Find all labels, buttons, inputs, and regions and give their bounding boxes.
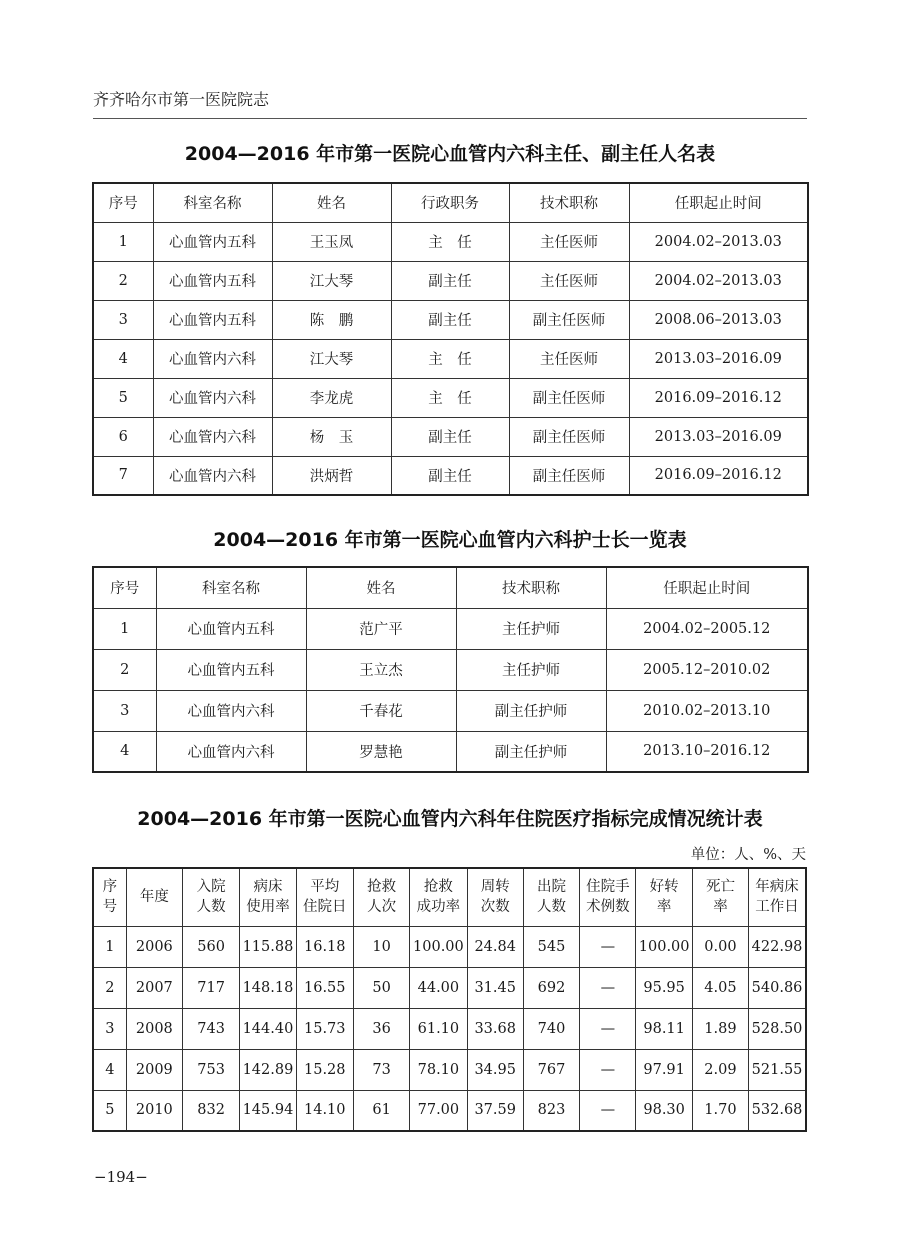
column-header-line: 出院 xyxy=(537,879,567,896)
column-header xyxy=(580,868,636,926)
table-cell: 4.05 xyxy=(692,967,748,1008)
inpatient-stats-table xyxy=(92,867,807,1132)
table-cell: 杨 玉 xyxy=(272,417,391,456)
table-cell: 2 xyxy=(93,649,156,690)
table-cell: 144.40 xyxy=(240,1008,296,1049)
table-cell: 31.45 xyxy=(467,967,523,1008)
table-cell: 2008 xyxy=(126,1008,182,1049)
column-header: 任职起止时间 xyxy=(606,567,808,608)
table-cell: 44.00 xyxy=(410,967,467,1008)
table-cell: 95.95 xyxy=(636,967,692,1008)
table-cell: 江大琴 xyxy=(272,261,391,300)
table-cell: 97.91 xyxy=(636,1049,692,1090)
table-cell: 洪炳哲 xyxy=(272,456,391,495)
table-row xyxy=(93,731,808,772)
table-cell: 1.70 xyxy=(692,1090,748,1131)
column-header-line: 平均 xyxy=(310,879,340,896)
table-cell: 692 xyxy=(523,967,579,1008)
column-header-line: 好转 xyxy=(649,879,679,896)
table-cell: — xyxy=(580,1090,636,1131)
table-cell: 副主任护师 xyxy=(456,731,606,772)
table-cell: 2013.03–2016.09 xyxy=(629,339,808,378)
column-header-line: 人数 xyxy=(196,899,226,916)
column-header-line: 术例数 xyxy=(586,899,630,916)
column-header-line: 使用率 xyxy=(246,899,290,916)
table2-title: 2004—2016 年市第一医院心血管内六科护士长一览表 xyxy=(213,529,687,551)
table-cell: 1 xyxy=(93,926,126,967)
table-cell: 主任护师 xyxy=(456,608,606,649)
table-cell: 心血管内六科 xyxy=(156,731,306,772)
table-cell: 2004.02–2013.03 xyxy=(629,222,808,261)
book-title: 齐齐哈尔市第一医院院志 xyxy=(93,90,270,109)
column-header: 行政职务 xyxy=(391,183,509,222)
table-cell: 14.10 xyxy=(296,1090,353,1131)
column-header-line: 年度 xyxy=(139,889,169,906)
table-cell: 2013.10–2016.12 xyxy=(606,731,808,772)
column-header-line: 病床 xyxy=(253,879,283,896)
table-cell: 422.98 xyxy=(749,926,806,967)
table-row xyxy=(93,1049,806,1090)
column-header xyxy=(240,868,296,926)
table-cell: 2.09 xyxy=(692,1049,748,1090)
table-cell: 副主任医师 xyxy=(509,300,629,339)
table-row xyxy=(93,261,808,300)
table-cell: 532.68 xyxy=(749,1090,806,1131)
table1-title: 2004—2016 年市第一医院心血管内六科主任、副主任人名表 xyxy=(184,143,716,165)
column-header-line: 死亡 xyxy=(705,879,735,896)
table-cell: 115.88 xyxy=(240,926,296,967)
table-cell: 24.84 xyxy=(467,926,523,967)
table-cell: — xyxy=(580,926,636,967)
table-cell: 副主任医师 xyxy=(509,417,629,456)
column-header: 序号 xyxy=(93,567,156,608)
table-cell: 主 任 xyxy=(391,378,509,417)
table-cell: 范广平 xyxy=(306,608,456,649)
table-cell: 心血管内六科 xyxy=(153,378,272,417)
table-cell: 5 xyxy=(93,378,153,417)
table-cell: 16.18 xyxy=(296,926,353,967)
table-cell: 7 xyxy=(93,456,153,495)
column-header: 序号 xyxy=(93,183,153,222)
table-cell: 主任护师 xyxy=(456,649,606,690)
table-cell: 1 xyxy=(93,222,153,261)
table-cell: 心血管内六科 xyxy=(153,339,272,378)
table-cell: 2 xyxy=(93,967,126,1008)
column-header xyxy=(126,868,182,926)
table-cell: 15.28 xyxy=(296,1049,353,1090)
table-cell: 副主任护师 xyxy=(456,690,606,731)
table-cell: 主 任 xyxy=(391,339,509,378)
table-cell: 千春花 xyxy=(306,690,456,731)
column-header-line: 次数 xyxy=(480,899,510,916)
table-row xyxy=(93,1008,806,1049)
directors-table xyxy=(92,182,809,496)
table-cell: 副主任 xyxy=(391,261,509,300)
table-cell: 4 xyxy=(93,731,156,772)
table-cell: 2005.12–2010.02 xyxy=(606,649,808,690)
table-row xyxy=(93,690,808,731)
table-cell: 副主任 xyxy=(391,456,509,495)
table-row xyxy=(93,339,808,378)
column-header xyxy=(353,868,409,926)
table-cell: 0.00 xyxy=(692,926,748,967)
table-cell: 16.55 xyxy=(296,967,353,1008)
column-header xyxy=(296,868,353,926)
table3-title: 2004—2016 年市第一医院心血管内六科年住院医疗指标完成情况统计表 xyxy=(137,808,763,830)
column-header xyxy=(523,868,579,926)
column-header-line: 人次 xyxy=(367,899,397,916)
table-cell: 98.11 xyxy=(636,1008,692,1049)
table-cell: 521.55 xyxy=(749,1049,806,1090)
table-row xyxy=(93,222,808,261)
table-cell: — xyxy=(580,1049,636,1090)
table-cell: 主 任 xyxy=(391,222,509,261)
table-cell: 心血管内五科 xyxy=(156,608,306,649)
table-cell: — xyxy=(580,1008,636,1049)
table-cell: 743 xyxy=(182,1008,239,1049)
column-header-line: 序 xyxy=(102,879,118,896)
table-cell: 王立杰 xyxy=(306,649,456,690)
table-cell: 3 xyxy=(93,690,156,731)
head-nurses-table xyxy=(92,566,809,773)
table-row xyxy=(93,967,806,1008)
table-cell: 2006 xyxy=(126,926,182,967)
column-header: 任职起止时间 xyxy=(629,183,808,222)
column-header-line: 入院 xyxy=(196,879,226,896)
table-cell: 142.89 xyxy=(240,1049,296,1090)
column-header: 技术职称 xyxy=(456,567,606,608)
column-header xyxy=(467,868,523,926)
column-header-line: 率 xyxy=(713,899,728,916)
table-cell: 心血管内五科 xyxy=(156,649,306,690)
table-cell: 3 xyxy=(93,1008,126,1049)
column-header-line: 住院日 xyxy=(303,899,347,916)
table-cell: 主任医师 xyxy=(509,261,629,300)
table-cell: 540.86 xyxy=(749,967,806,1008)
column-header-line: 年病床 xyxy=(755,879,799,896)
table-cell: 王玉凤 xyxy=(272,222,391,261)
table-cell: 2004.02–2005.12 xyxy=(606,608,808,649)
table-row xyxy=(93,1090,806,1131)
table-cell: 心血管内六科 xyxy=(153,456,272,495)
table-cell: 2007 xyxy=(126,967,182,1008)
table-cell: 心血管内五科 xyxy=(153,300,272,339)
table-cell: 主任医师 xyxy=(509,339,629,378)
table-cell: 4 xyxy=(93,1049,126,1090)
table-cell: 560 xyxy=(182,926,239,967)
table-cell: 145.94 xyxy=(240,1090,296,1131)
table-row xyxy=(93,926,806,967)
table-cell: 2008.06–2013.03 xyxy=(629,300,808,339)
column-header-line: 率 xyxy=(656,899,672,916)
table-row xyxy=(93,417,808,456)
table-cell: 100.00 xyxy=(636,926,692,967)
table-cell: 2004.02–2013.03 xyxy=(629,261,808,300)
column-header xyxy=(410,868,467,926)
column-header-line: 抢救 xyxy=(423,879,453,896)
table-cell: 148.18 xyxy=(240,967,296,1008)
table-cell: 罗慧艳 xyxy=(306,731,456,772)
table-cell: 心血管内五科 xyxy=(153,222,272,261)
column-header xyxy=(93,868,126,926)
table-cell: 37.59 xyxy=(467,1090,523,1131)
table-cell: 心血管内六科 xyxy=(156,690,306,731)
table-cell: 10 xyxy=(353,926,409,967)
table-cell: 主任医师 xyxy=(509,222,629,261)
table-cell: 心血管内五科 xyxy=(153,261,272,300)
table-cell: 1 xyxy=(93,608,156,649)
column-header xyxy=(182,868,239,926)
table-cell: 98.30 xyxy=(636,1090,692,1131)
table-cell: — xyxy=(580,967,636,1008)
header-row xyxy=(93,183,808,222)
table-cell: 100.00 xyxy=(410,926,467,967)
column-header-line: 抢救 xyxy=(367,879,397,896)
table-cell: 73 xyxy=(353,1049,409,1090)
table-row xyxy=(93,300,808,339)
table-cell: 副主任 xyxy=(391,300,509,339)
table-cell: 753 xyxy=(182,1049,239,1090)
table-cell: 77.00 xyxy=(410,1090,467,1131)
table-cell: 3 xyxy=(93,300,153,339)
table-cell: 2016.09–2016.12 xyxy=(629,378,808,417)
column-header: 姓名 xyxy=(272,183,391,222)
table-cell: 心血管内六科 xyxy=(153,417,272,456)
header-row xyxy=(93,567,808,608)
column-header: 科室名称 xyxy=(153,183,272,222)
table-cell: 740 xyxy=(523,1008,579,1049)
table-cell: 副主任医师 xyxy=(509,456,629,495)
table-cell: 528.50 xyxy=(749,1008,806,1049)
column-header-line: 人数 xyxy=(537,899,567,916)
page-number: −194− xyxy=(94,1168,148,1186)
table-cell: 15.73 xyxy=(296,1008,353,1049)
column-header-line: 住院手 xyxy=(586,879,630,896)
column-header: 科室名称 xyxy=(156,567,306,608)
table-cell: 1.89 xyxy=(692,1008,748,1049)
unit-note: 单位：人、%、天 xyxy=(690,847,806,863)
table-cell: 李龙虎 xyxy=(272,378,391,417)
table-row xyxy=(93,456,808,495)
column-header-line: 成功率 xyxy=(416,899,461,916)
table-cell: 545 xyxy=(523,926,579,967)
table-cell: 78.10 xyxy=(410,1049,467,1090)
column-header: 技术职称 xyxy=(509,183,629,222)
header-row xyxy=(93,868,806,926)
table-cell: 61 xyxy=(353,1090,409,1131)
table-row xyxy=(93,608,808,649)
table-cell: 36 xyxy=(353,1008,409,1049)
table-cell: 6 xyxy=(93,417,153,456)
table-cell: 江大琴 xyxy=(272,339,391,378)
column-header: 姓名 xyxy=(306,567,456,608)
table-cell: 767 xyxy=(523,1049,579,1090)
table-cell: 5 xyxy=(93,1090,126,1131)
column-header-line: 周转 xyxy=(480,879,510,896)
column-header xyxy=(749,868,806,926)
table-cell: 2 xyxy=(93,261,153,300)
column-header-line: 号 xyxy=(102,899,118,916)
table-cell: 823 xyxy=(523,1090,579,1131)
table-cell: 34.95 xyxy=(467,1049,523,1090)
table-cell: 陈 鹏 xyxy=(272,300,391,339)
table-cell: 2010.02–2013.10 xyxy=(606,690,808,731)
column-header-line: 工作日 xyxy=(755,899,799,916)
table-cell: 2010 xyxy=(126,1090,182,1131)
table-cell: 副主任医师 xyxy=(509,378,629,417)
table-cell: 2016.09–2016.12 xyxy=(629,456,808,495)
table-cell: 副主任 xyxy=(391,417,509,456)
column-header xyxy=(636,868,692,926)
column-header xyxy=(692,868,748,926)
table-cell: 50 xyxy=(353,967,409,1008)
table-row xyxy=(93,378,808,417)
table-cell: 832 xyxy=(182,1090,239,1131)
table-cell: 4 xyxy=(93,339,153,378)
table-cell: 61.10 xyxy=(410,1008,467,1049)
table-cell: 717 xyxy=(182,967,239,1008)
table-cell: 2009 xyxy=(126,1049,182,1090)
running-header xyxy=(93,85,807,119)
table-cell: 2013.03–2016.09 xyxy=(629,417,808,456)
table-cell: 33.68 xyxy=(467,1008,523,1049)
table-row xyxy=(93,649,808,690)
